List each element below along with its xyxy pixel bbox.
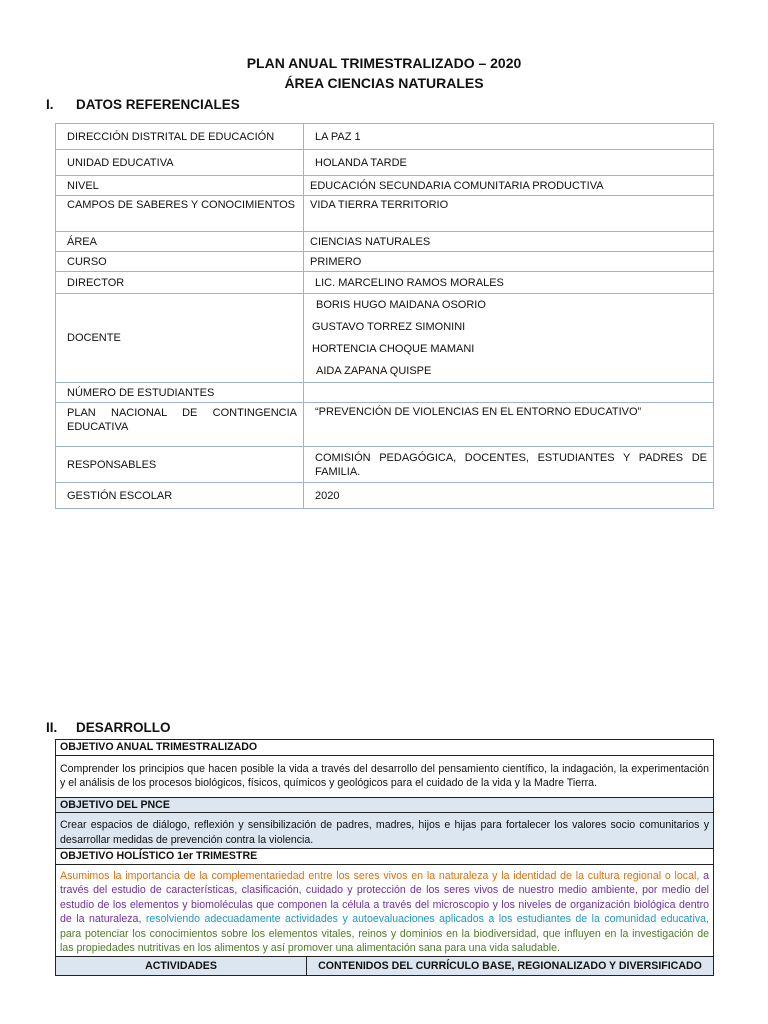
table-row	[56, 813, 714, 849]
field-value: LA PAZ 1	[304, 124, 714, 150]
field-value: CIENCIAS NATURALES	[304, 232, 714, 252]
table-row	[56, 294, 714, 383]
objetivo-holistico-heading: OBJETIVO HOLÍSTICO 1er TRIMESTRE	[56, 849, 714, 865]
section-title: DESARROLLO	[76, 720, 171, 735]
field-value: EDUCACIÓN SECUNDARIA COMUNITARIA PRODUCTIVA	[304, 176, 714, 196]
table-row	[56, 483, 714, 509]
table-row	[56, 849, 714, 865]
field-value: COMISIÓN PEDAGÓGICA, DOCENTES, ESTUDIANTES Y PADRES DE FAMILIA.	[304, 447, 714, 483]
list-item: GUSTAVO TORREZ SIMONINI	[312, 321, 466, 333]
holistico-saber: a través del estudio de características, clasificación, cuidado y protección de los seres vivos de nuestro medio ambiente, por medio del estudio de los elementos y biomoléculas que componen la célula a través del microscopio y los niveles de organización biológica dentro de la naturaleza,	[60, 869, 709, 925]
table-row	[56, 232, 714, 252]
list-item: HORTENCIA CHOQUE MAMANI	[312, 343, 475, 355]
field-value: “PREVENCIÓN DE VIOLENCIAS EN EL ENTORNO EDUCATIVO”	[304, 403, 714, 447]
table-row	[56, 740, 714, 756]
table-row	[56, 755, 714, 797]
table-row	[56, 956, 714, 976]
field-label: CAMPOS DE SABERES Y CONOCIMIENTOS	[56, 196, 304, 232]
field-value: PRIMERO	[304, 252, 714, 272]
table-row	[56, 447, 714, 483]
field-value: LIC. MARCELINO RAMOS MORALES	[304, 272, 714, 294]
field-label: CURSO	[56, 252, 304, 272]
objetivo-anual-text: Comprender los principios que hacen posible la vida a través del desarrollo del pensamiento científico, la indagación, la experimentación y el análisis de los procesos biológicos, físicos, químicos y geológicos para el cuidado de la vida y la Madre Tierra.	[56, 755, 714, 797]
table-row	[56, 403, 714, 447]
section-number: I.	[46, 97, 54, 112]
section-heading-datos	[46, 97, 240, 112]
field-label: DIRECCIÓN DISTRITAL DE EDUCACIÓN	[56, 124, 304, 150]
section-number: II.	[46, 720, 58, 735]
table-row	[56, 797, 714, 813]
desarrollo-table	[55, 739, 714, 976]
objetivo-holistico-text	[56, 864, 714, 956]
field-label: ÁREA	[56, 232, 304, 252]
field-value: 2020	[304, 483, 714, 509]
document-title-line2: ÁREA CIENCIAS NATURALES	[284, 75, 484, 91]
field-value	[304, 383, 714, 403]
field-label: PLAN NACIONAL DE CONTINGENCIA EDUCATIVA	[56, 403, 304, 447]
field-value: VIDA TIERRA TERRITORIO	[304, 196, 714, 232]
section-heading-desarrollo	[46, 720, 171, 735]
field-label: DIRECTOR	[56, 272, 304, 294]
objetivo-pnce-text: Crear espacios de diálogo, reflexión y sensibilización de padres, madres, hijos e hijas para fortalecer los valores socio comunitarios y desarrollar medidas de prevención contra la violencia.	[56, 813, 714, 849]
table-row	[56, 383, 714, 403]
field-label: GESTIÓN ESCOLAR	[56, 483, 304, 509]
objetivo-pnce-heading: OBJETIVO DEL PNCE	[56, 797, 714, 813]
list-item: AIDA ZAPANA QUISPE	[316, 365, 432, 377]
column-header-actividades: ACTIVIDADES	[56, 956, 307, 976]
datos-referenciales-table	[55, 123, 714, 509]
field-label: NÚMERO DE ESTUDIANTES	[56, 383, 304, 403]
table-row	[56, 196, 714, 232]
field-label: RESPONSABLES	[56, 447, 304, 483]
field-label: DOCENTE	[56, 294, 304, 383]
table-row	[56, 176, 714, 196]
section-title: DATOS REFERENCIALES	[76, 97, 240, 112]
table-row	[56, 252, 714, 272]
table-row	[56, 864, 714, 956]
column-header-contenidos: CONTENIDOS DEL CURRÍCULO BASE, REGIONALIZADO Y DIVERSIFICADO	[307, 956, 714, 976]
field-label: UNIDAD EDUCATIVA	[56, 150, 304, 176]
field-value: HOLANDA TARDE	[304, 150, 714, 176]
holistico-ser: Asumimos la importancia de la complementariedad entre los seres vivos en la naturaleza y la identidad de la cultura regional o local,	[60, 869, 700, 882]
objetivo-anual-heading: OBJETIVO ANUAL TRIMESTRALIZADO	[56, 740, 714, 756]
table-row	[56, 272, 714, 294]
document-title-line1: PLAN ANUAL TRIMESTRALIZADO – 2020	[246, 55, 522, 71]
table-row	[56, 124, 714, 150]
holistico-decidir: para potenciar los conocimientos sobre los elementos vitales, reinos y dominios en la biodiversidad, que influyen en la investigación de las propiedades nutritivas en los alimentos y así promover una alimentación sana para una vida saludable.	[60, 927, 709, 954]
list-item: BORIS HUGO MAIDANA OSORIO	[316, 299, 486, 311]
docentes-list	[304, 294, 714, 383]
field-label: NIVEL	[56, 176, 304, 196]
table-row	[56, 150, 714, 176]
holistico-hacer: resolviendo adecuadamente actividades y autoevaluaciones aplicados a los estudiantes de la comunidad educativa,	[141, 913, 709, 925]
